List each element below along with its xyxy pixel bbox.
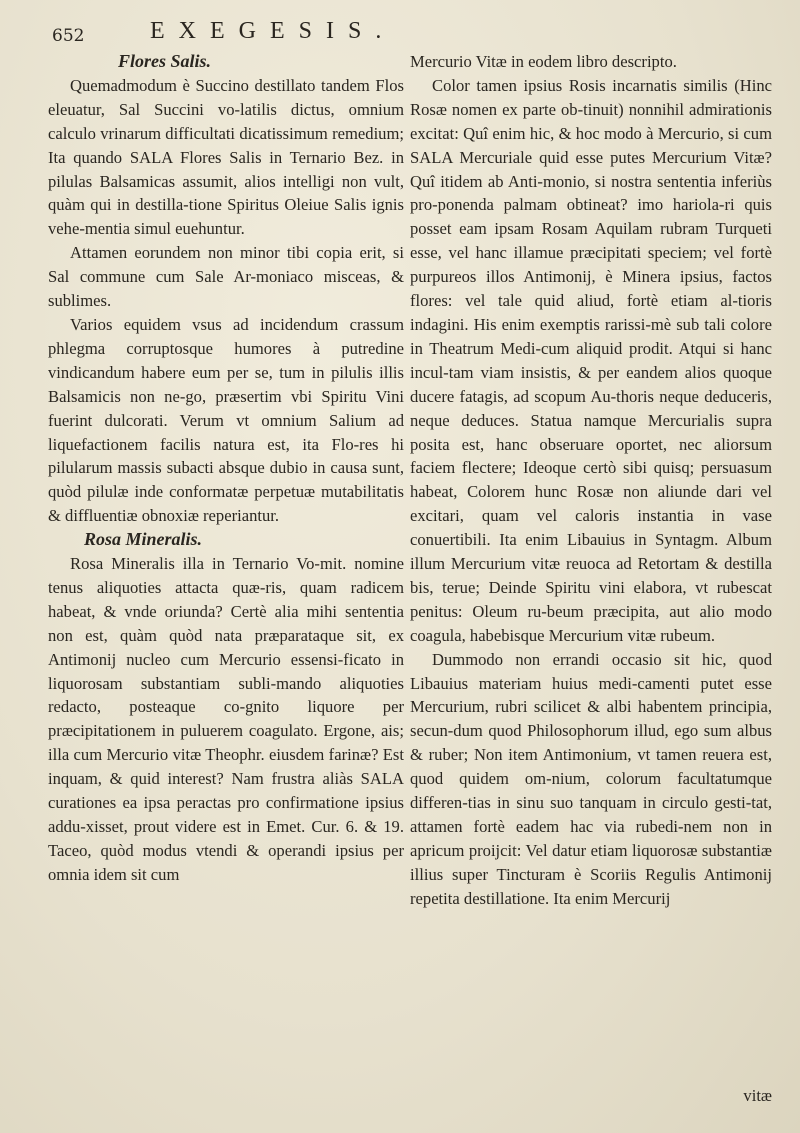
paragraph: Attamen eorundem non minor tibi copia erit, si Sal commune cum Sale Ar-moniaco misceas, & sublimes. [48,243,404,311]
paragraph: Color tamen ipsius Rosis incarnatis similis (Hinc Rosæ nomen ex parte ob-tinuit) nonnihil admirationis excitat: Quî enim hic, & hoc modo à Mercurio, si cum SALA Mercuriale quid esse putes Mercurium Vitæ? Quî itidem ab Anti-monio, si nostra sententia inferiùs pro-ponenda palmam obtineat? imo hariola-ri quis posset eam ipsam Rosam Aquilam rubram Turqueti esse, vel hanc illamue præcipitati speciem; vel fortè purpureos illos Antimonij, è Minera ipsius, factos flores: vel tale quid aliud, fortè etiam al-tioris indagini. His enim exemptis rarissi-mè sub tali colore in Theatrum Medi-cum aliquid prodit. Atqui si hanc incul-tam viam insistis, & per eandem alios quoque ducere fatagis, ad scopum Au-thoris neque deduceris, neque deduces. Statua namque Mercurialis supra posita est, hanc obseruare oportet, nec aliorsum faciem flectere; Ideoque certò sibi quisq; persuasum habeat, Colorem hunc Rosæ non aliunde dari vel excitari, quam vel caloris instantia in vase conuertibili. Ita enim Libauius in Syntagm. Album illum Mercurium vitæ reuoca ad Retortam & destilla bis, terue; Deinde Spiritu vini elabora, vt rubescat penitus: Oleum ru-beum præcipita, aut alio modo coagula, habebisque Mercurium vitæ rubeum. [410,75,772,645]
page-number: 652 [52,26,85,46]
paragraph: Dummodo non errandi occasio sit hic, quod Libauius materiam huius medi-camenti putet esse Mercurium, rubri scilicet & albi habentem principia, secun-dum quod Philosophorum illud, ego sum albus & ruber; Non item Antimonium, vt tamen reuera est, quod quidem om-nium, colorum facultatumque differen-tias in sinu suo tanquam in circulo gesti-tat, attamen fortè eadem hac via rubedi-nem non in apricum proijcit: Vel datur etiam liquorosæ substantiæ illius super Tincturam è Scoriis Regulis Antimonij repetita destillatione. Ita enim Mercurij [410,649,772,908]
left-column [48,50,404,887]
right-column [410,50,772,911]
paragraph: Quemadmodum è Succino destillato tandem Flos eleuatur, Sal Succini vo-latilis dictus, omnium calculo vrinarum difficultati dicatissimum remedium; Ita quando SALA Flores Salis in Ternario Bez. in pilulas Balsamicas assumit, alios intelligi non vult, quàm qui in destilla-tione Spiritus Oleiue Salis ignis vehe-mentia simul euehuntur. [48,75,404,239]
running-head: EXEGESIS. [150,18,396,44]
paragraph: Rosa Mineralis illa in Ternario Vo-mit. nomine tenus aliquoties attacta quæ-ris, quam radicem habeat, & vnde oriunda? Certè alia mihi sententia non est, quàm quòd nata præparataque sit, ex Antimonij nucleo cum Mercurio essensi-ficato in liquorosam substantiam subli-mando aliquoties redacto, posteaque co-gnito liquore per præcipitationem in puluerem coagulato. Ergone, ais; illa cum Mercurio vitæ Theophr. eiusdem farinæ? Est inquam, & quid interest? Nam frustra aliàs SALA curationes ea ipsa peractas pro confirmatione ipsius addu-xisset, prout videre est in Emet. Cur. 6. & 19. Taceo, quòd modus vtendi & operandi ipsius per omnia idem sit cum [48,554,404,884]
catchword: vitæ [743,1086,772,1105]
section-title-flores-salis: Flores Salis. [118,51,212,71]
paragraph: Varios equidem vsus ad incidendum crassum phlegma corruptosque humores à putredine vindicandum habere eum per se, tum in pilulis illis Balsamicis non ne-go, præsertim vbi Spiritu Vini fuerint dulcorati. Verum vt omnium Salium ad liquefactionem facilis natura est, ita Flo-res hi pilularum massis subacti absque dubio in causa sunt, quòd pilulæ inde conformatæ perpetuæ mutabilitatis & diffluentiæ obnoxiæ reperiantur. [48,314,404,526]
paragraph: Mercurio Vitæ in eodem libro descripto. [410,52,677,71]
section-title-rosa-mineralis: Rosa Mineralis. [84,529,203,550]
